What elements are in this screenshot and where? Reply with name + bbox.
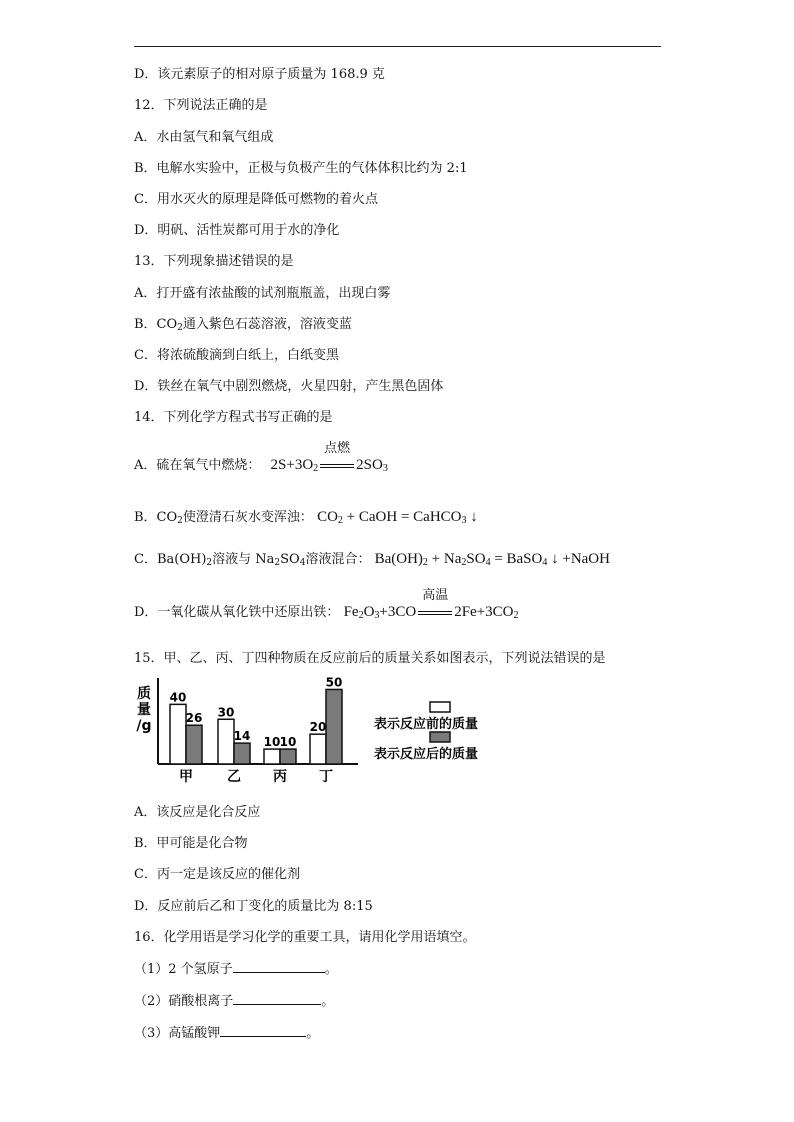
q12-option-d: D．明矾、活性炭都可用于水的净化 bbox=[134, 223, 340, 238]
q14-c-eq3: SO bbox=[466, 551, 486, 567]
q14-option-d bbox=[134, 588, 519, 625]
q14-d-eq1-sub: 2 bbox=[358, 610, 364, 621]
q14-option-a bbox=[134, 441, 388, 478]
q13-option-a: A．打开盛有浓盐酸的试剂瓶瓶盖，出现白雾 bbox=[134, 286, 391, 301]
q13-option-c: C．将浓硫酸滴到白纸上，白纸变黑 bbox=[134, 348, 339, 363]
q12-option-a: A．水由氢气和氧气组成 bbox=[134, 130, 274, 145]
q14-c-eq4-sub: 4 bbox=[542, 557, 548, 568]
q14-b-label-post: 使澄清石灰水变浑浊： bbox=[182, 510, 313, 525]
q16-item-2 bbox=[134, 992, 334, 1011]
q14-a-equals-bar bbox=[320, 464, 354, 468]
q14-a-rhs-sub: 3 bbox=[382, 463, 388, 474]
q14-c-label-3-sub: 4 bbox=[299, 558, 306, 568]
q14-a-rhs: 2SO bbox=[356, 457, 383, 473]
legend-swatch bbox=[430, 732, 450, 742]
q14-option-a-label: A．硫在氧气中燃烧： bbox=[134, 458, 261, 473]
q14-option-b bbox=[134, 508, 478, 530]
q14-b-label-sub: 2 bbox=[177, 516, 183, 526]
q16-item-1-text: （1）2 个氢原子 bbox=[134, 962, 233, 977]
q15-option-c: C．丙一定是该反应的催化剂 bbox=[134, 867, 300, 882]
q14-d-equals-bar bbox=[418, 611, 452, 615]
data-label: 14 bbox=[233, 729, 251, 744]
chart-bars bbox=[170, 676, 343, 785]
q14-b-eq1: CO bbox=[317, 509, 338, 525]
category-label: 甲 bbox=[179, 769, 193, 785]
data-label: 10 bbox=[263, 735, 281, 750]
q13-option-b-text: 通入紫色石蕊溶液，溶液变蓝 bbox=[182, 317, 352, 332]
q16-item-1 bbox=[134, 960, 338, 979]
q16-stem: 16．化学用语是学习化学的重要工具，请用化学用语填空。 bbox=[134, 930, 476, 945]
q14-c-eq4: = BaSO bbox=[490, 551, 543, 567]
q14-b-eq2-sub: 3 bbox=[461, 515, 467, 526]
q14-c-eq1-sub: 2 bbox=[422, 557, 428, 568]
q14-c-label-1: C．Ba(OH) bbox=[134, 552, 207, 567]
q14-c-eq3-sub: 4 bbox=[485, 557, 491, 568]
q13-stem: 13．下列现象描述错误的是 bbox=[134, 254, 294, 269]
q16-item-2-blank[interactable] bbox=[233, 992, 321, 1005]
top-rule bbox=[134, 46, 661, 47]
q14-b-eq1-sub: 2 bbox=[337, 515, 343, 526]
data-label: 40 bbox=[169, 690, 187, 705]
legend-swatch bbox=[430, 702, 450, 712]
category-label: 丁 bbox=[319, 769, 333, 785]
bar-丁-after bbox=[326, 689, 342, 764]
q12-option-b: B．电解水实验中，正极与负极产生的气体体积比约为 2:1 bbox=[134, 161, 468, 176]
q14-c-label-3: SO bbox=[280, 552, 300, 567]
q16-item-2-text: （2）硝酸根离子 bbox=[134, 994, 234, 1009]
q16-item-3-text: （3）高锰酸钾 bbox=[134, 1026, 221, 1041]
category-label: 丙 bbox=[273, 769, 287, 785]
q13-option-d: D．铁丝在氧气中剧烈燃烧，火星四射，产生黑色固体 bbox=[134, 379, 444, 394]
bar-丙-after bbox=[280, 749, 296, 764]
category-label: 乙 bbox=[227, 769, 241, 785]
q14-a-condition-text: 点燃 bbox=[324, 441, 351, 456]
q14-c-label-1-sub: 2 bbox=[206, 558, 213, 568]
legend-label: 表示反应前的质量 bbox=[374, 717, 479, 732]
q14-b-eq3: ↓ bbox=[466, 509, 478, 525]
q14-option-d-equation bbox=[343, 588, 519, 621]
q14-c-eq2: + Na bbox=[427, 551, 462, 567]
q16-item-3 bbox=[134, 1024, 319, 1043]
q16-item-2-end: 。 bbox=[321, 994, 335, 1009]
bar-乙-after bbox=[234, 743, 250, 764]
y-axis-label-char: /g bbox=[136, 718, 152, 734]
bar-甲-after bbox=[186, 725, 202, 764]
data-label: 50 bbox=[325, 676, 343, 690]
q16-item-1-blank[interactable] bbox=[233, 960, 325, 973]
q14-c-eq5: ↓ +NaOH bbox=[547, 551, 610, 567]
q12-stem: 12．下列说法正确的是 bbox=[134, 98, 268, 113]
legend-label: 表示反应后的质量 bbox=[374, 747, 479, 762]
q14-d-eq4-sub: 2 bbox=[513, 610, 519, 621]
data-label: 10 bbox=[279, 735, 297, 750]
q14-d-eq2-sub: 3 bbox=[374, 610, 380, 621]
q14-c-eq2-sub: 2 bbox=[461, 557, 467, 568]
q14-d-eq1: Fe bbox=[343, 604, 359, 620]
q14-a-lhs-sub: 2 bbox=[313, 463, 319, 474]
q14-d-label: D．一氧化碳从氧化铁中还原出铁： bbox=[134, 605, 340, 620]
q14-b-label-pre: B．CO bbox=[134, 510, 178, 525]
q13-option-b bbox=[134, 316, 352, 337]
q15-option-d: D．反应前后乙和丁变化的质量比为 8:15 bbox=[134, 899, 373, 914]
bar-甲-before bbox=[170, 704, 186, 764]
q14-a-condition bbox=[318, 441, 356, 474]
q11-option-d: D．该元素原子的相对原子质量为 168.9 克 bbox=[134, 67, 385, 82]
q16-item-3-blank[interactable] bbox=[220, 1024, 306, 1037]
y-axis-label-char: 质 bbox=[137, 686, 151, 702]
q14-option-c bbox=[134, 550, 610, 572]
q13-option-b-prefix: B．CO bbox=[134, 317, 178, 332]
q14-c-label-2-sub: 2 bbox=[274, 558, 281, 568]
q14-d-condition bbox=[416, 588, 454, 621]
q15-option-b: B．甲可能是化合物 bbox=[134, 836, 248, 851]
y-axis-label-char: 量 bbox=[137, 702, 151, 718]
q14-option-b-equation bbox=[317, 509, 478, 525]
q14-c-eq1: Ba(OH) bbox=[374, 551, 423, 567]
q16-item-3-end: 。 bbox=[306, 1026, 320, 1041]
bar-乙-before bbox=[218, 719, 234, 764]
bar-丁-before bbox=[310, 734, 326, 764]
chart-legend bbox=[374, 702, 478, 762]
q14-option-a-equation bbox=[270, 441, 388, 474]
q14-d-condition-text: 高温 bbox=[422, 588, 449, 603]
q14-d-eq3: +3CO bbox=[379, 604, 417, 620]
q14-a-lhs: 2S+3O bbox=[270, 457, 314, 473]
q13-option-b-subscript: 2 bbox=[177, 323, 183, 333]
q14-d-eq2: O bbox=[363, 604, 375, 620]
q14-c-label-2: 溶液与 Na bbox=[212, 552, 275, 567]
q16-item-1-end: 。 bbox=[324, 962, 338, 977]
bar-丙-before bbox=[264, 749, 280, 764]
data-label: 20 bbox=[309, 720, 327, 735]
q14-c-label-4: 溶液混合： bbox=[305, 552, 371, 567]
q14-option-c-equation bbox=[375, 551, 610, 567]
q14-stem: 14．下列化学方程式书写正确的是 bbox=[134, 410, 333, 425]
q15-stem: 15．甲、乙、丙、丁四种物质在反应前后的质量关系如图表示，下列说法错误的是 bbox=[134, 651, 606, 666]
q14-d-eq4: 2Fe+3CO bbox=[454, 604, 514, 620]
data-label: 30 bbox=[217, 705, 235, 720]
q14-b-eq2: + CaOH = CaHCO bbox=[342, 509, 462, 525]
q12-option-c: C．用水灭火的原理是降低可燃物的着火点 bbox=[134, 192, 378, 207]
mass-bar-chart bbox=[130, 676, 500, 786]
q15-option-a: A．该反应是化合反应 bbox=[134, 805, 261, 820]
data-label: 26 bbox=[185, 711, 203, 726]
